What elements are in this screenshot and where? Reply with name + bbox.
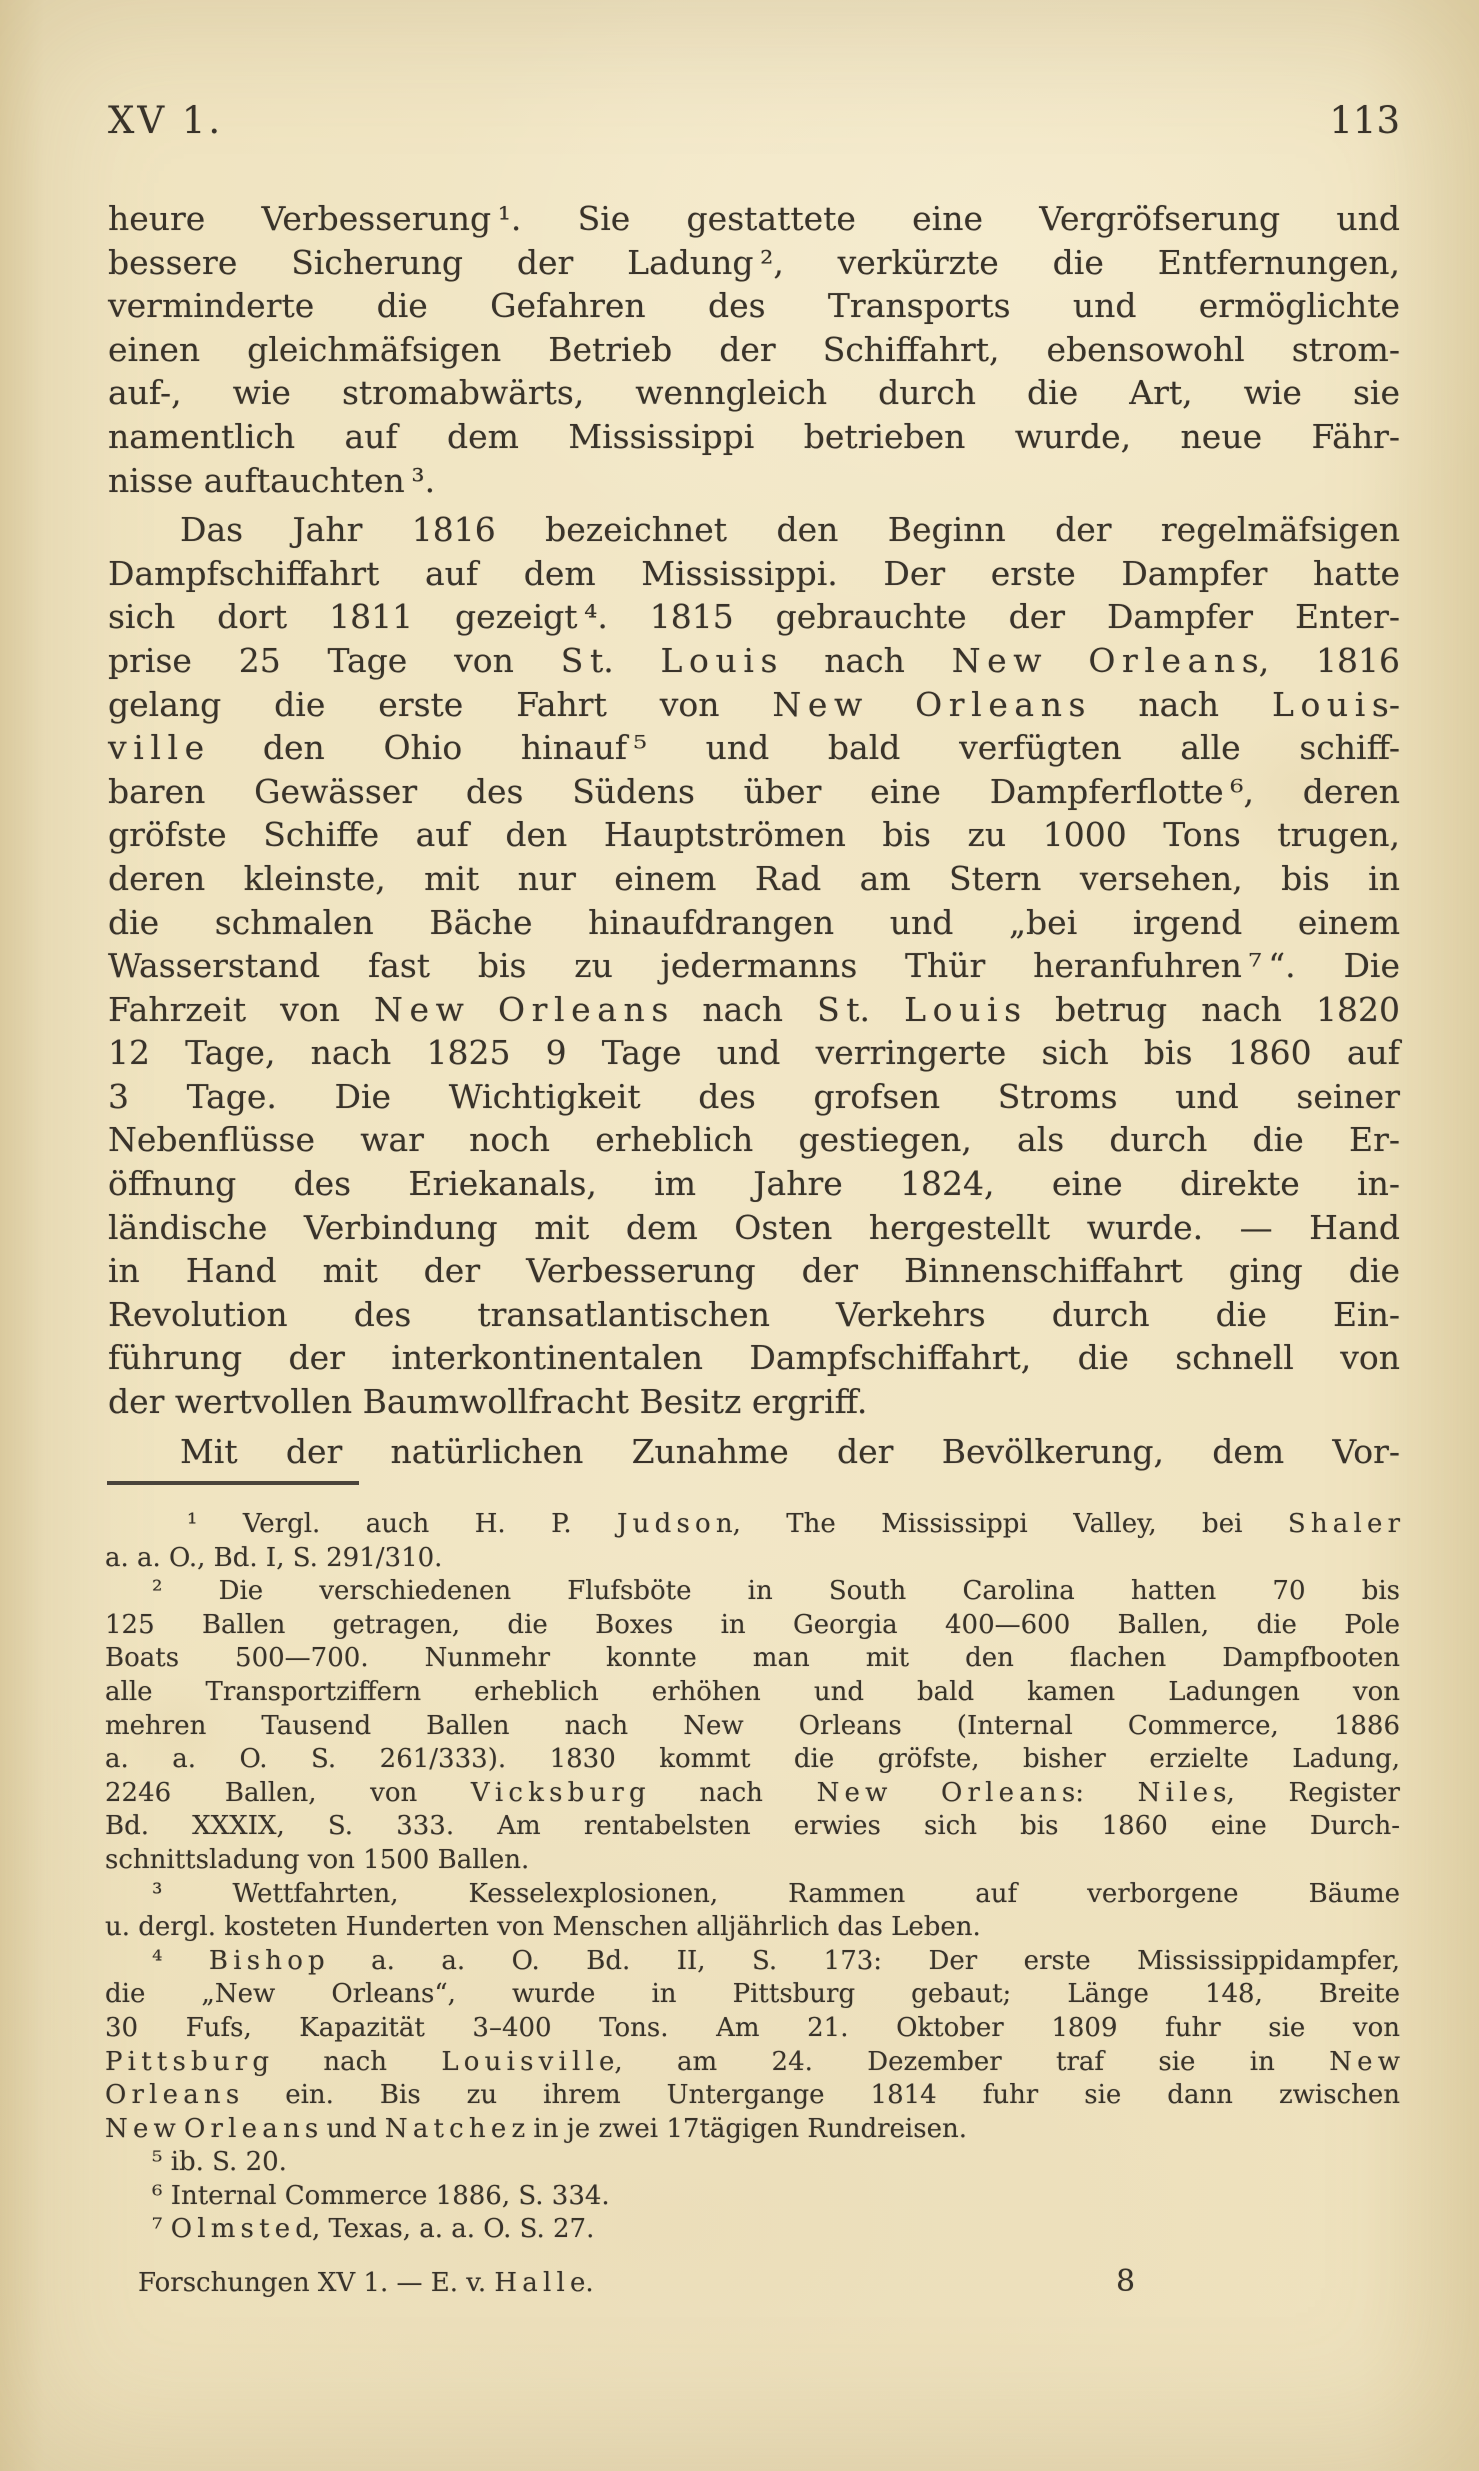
footnote: [105, 1508, 1400, 1575]
text-line: Wasserstand fast bis zu jedermanns Thür heranfuhren ⁷ “. Die: [108, 946, 1400, 986]
footnote-line: mehren Tausend Ballen nach New Orleans (Internal Commerce, 1886: [105, 1710, 1400, 1741]
text-line: Nebenflüsse war noch erheblich gestiegen, als durch die Er-: [108, 1120, 1400, 1160]
footnote-line: O r l e a n s ein. Bis zu ihrem Untergange 1814 fuhr sie dann zwischen: [105, 2080, 1400, 2111]
text-line: auf-, wie stromabwärts, wenngleich durch die Art, wie sie: [108, 373, 1400, 413]
text-line: 12 Tage, nach 1825 9 Tage und verringerte sich bis 1860 auf: [108, 1033, 1400, 1073]
footnote-line: P i t t s b u r g nach L o u i s v i l l e, am 24. Dezember traf sie in N e w: [105, 2046, 1400, 2077]
footnote-line: u. dergl. kosteten Hunderten von Menschen alljährlich das Leben.: [105, 1912, 981, 1943]
text-line: sich dort 1811 gezeigt ⁴. 1815 gebrauchte der Dampfer Enter-: [108, 597, 1400, 637]
footnote-line: N e w O r l e a n s und N a t c h e z in je zwei 17tägigen Rundreisen.: [105, 2113, 967, 2144]
footnote: [105, 2146, 1400, 2180]
footnote-line: ⁴ B i s h o p a. a. O. Bd. II, S. 173: Der erste Mississippidampfer,: [152, 1945, 1400, 1976]
text-line: Revolution des transatlantischen Verkehrs durch die Ein-: [108, 1294, 1400, 1334]
sheet-number: 8: [1116, 2264, 1136, 2299]
footnote-line: ⁵ ib. S. 20.: [152, 2147, 287, 2178]
text-line: Das Jahr 1816 bezeichnet den Beginn der regelmäfsigen: [180, 510, 1400, 550]
footnote-line: 30 Fufs, Kapazität 3–400 Tons. Am 21. Oktober 1809 fuhr sie von: [105, 2012, 1400, 2043]
page-footer: [138, 2264, 1400, 2299]
text-line: baren Gewässer des Südens über eine Dampferflotte ⁶, deren: [108, 771, 1400, 811]
main-text: [108, 197, 1400, 1473]
footnote: [105, 1878, 1400, 1945]
text-line: heure Verbesserung ¹. Sie gestattete eine Vergröfserung und: [108, 199, 1400, 238]
footnote-line: 2246 Ballen, von V i c k s b u r g nach N e w O r l e a n s: N i l e s, Register: [105, 1777, 1400, 1808]
text-line: in Hand mit der Verbesserung der Binnenschiffahrt ging die: [108, 1251, 1400, 1291]
text-line: v i l l e den Ohio hinauf ⁵ und bald verfügten alle schiff-: [108, 728, 1400, 768]
footnote-line: ⁷ O l m s t e d, Texas, a. a. O. S. 27.: [152, 2214, 595, 2245]
footnote-line: Boats 500—700. Nunmehr konnte man mit den flachen Dampfbooten: [105, 1643, 1400, 1674]
paragraph: [108, 508, 1400, 1423]
series-signature: Forschungen XV 1. — E. v. H a l l e.: [138, 2268, 594, 2298]
text-line: bessere Sicherung der Ladung ², verkürzte die Entfernungen,: [108, 242, 1400, 282]
footnote: [105, 2180, 1400, 2214]
footnote: [105, 1945, 1400, 2147]
text-line: Fahrzeit von N e w O r l e a n s nach S t. L o u i s betrug nach 1820: [108, 989, 1400, 1029]
text-line: Mit der natürlichen Zunahme der Bevölkerung, dem Vor-: [180, 1431, 1400, 1471]
chapter-signature: XV 1.: [108, 99, 224, 142]
footnote: [105, 1575, 1400, 1877]
text-line: nisse auftauchten ³.: [108, 460, 436, 500]
text-line: führung der interkontinentalen Dampfschiffahrt, die schnell von: [108, 1338, 1400, 1378]
page-header: [108, 99, 1400, 142]
footnotes: [105, 1508, 1400, 2247]
footnote-line: ² Die verschiedenen Flufsböte in South Carolina hatten 70 bis: [152, 1576, 1400, 1607]
text-line: 3 Tage. Die Wichtigkeit des grofsen Stroms und seiner: [108, 1076, 1400, 1116]
text-line: verminderte die Gefahren des Transports und ermöglichte: [108, 286, 1400, 326]
footnote-line: Bd. XXXIX, S. 333. Am rentabelsten erwies sich bis 1860 eine Durch-: [105, 1811, 1400, 1842]
footnote-line: alle Transportziffern erheblich erhöhen und bald kamen Ladungen von: [105, 1676, 1400, 1707]
footnote-line: schnittsladung von 1500 Ballen.: [105, 1844, 530, 1875]
text-line: der wertvollen Baumwollfracht Besitz ergriff.: [108, 1382, 868, 1422]
text-line: namentlich auf dem Mississippi betrieben wurde, neue Fähr-: [108, 416, 1400, 456]
paragraph: [108, 197, 1400, 502]
footnote-line: 125 Ballen getragen, die Boxes in Georgia 400—600 Ballen, die Pole: [105, 1609, 1400, 1640]
text-line: die schmalen Bäche hinaufdrangen und „bei irgend einem: [108, 902, 1400, 942]
text-line: ländische Verbindung mit dem Osten hergestellt wurde. — Hand: [108, 1207, 1400, 1247]
footnote-rule: [107, 1481, 359, 1485]
text-line: gröfste Schiffe auf den Hauptströmen bis zu 1000 Tons trugen,: [108, 815, 1400, 855]
text-line: prise 25 Tage von S t. L o u i s nach N e w O r l e a n s, 1816: [108, 640, 1400, 680]
footnote-line: ³ Wettfahrten, Kesselexplosionen, Rammen auf verborgene Bäume: [152, 1878, 1400, 1909]
page-number: 113: [1329, 99, 1400, 142]
text-line: öffnung des Eriekanals, im Jahre 1824, eine direkte in-: [108, 1164, 1400, 1204]
footnote-line: a. a. O. S. 261/333). 1830 kommt die gröfste, bisher erzielte Ladung,: [105, 1744, 1400, 1775]
footnote-line: ¹ Vergl. auch H. P. J u d s o n, The Mississippi Valley, bei S h a l e r: [187, 1509, 1400, 1539]
text-line: einen gleichmäfsigen Betrieb der Schiffahrt, ebensowohl strom-: [108, 329, 1400, 369]
paragraph: [108, 1430, 1400, 1474]
footnote-line: a. a. O., Bd. I, S. 291/310.: [105, 1542, 443, 1573]
text-line: Dampfschiffahrt auf dem Mississippi. Der erste Dampfer hatte: [108, 553, 1400, 593]
text-line: gelang die erste Fahrt von N e w O r l e a n s nach L o u i s-: [108, 684, 1400, 724]
footnote: [105, 2213, 1400, 2247]
footnote-line: die „New Orleans“, wurde in Pittsburg gebaut; Länge 148, Breite: [105, 1979, 1400, 2010]
text-line: deren kleinste, mit nur einem Rad am Stern versehen, bis in: [108, 858, 1400, 898]
footnote-line: ⁶ Internal Commerce 1886, S. 334.: [152, 2180, 610, 2211]
